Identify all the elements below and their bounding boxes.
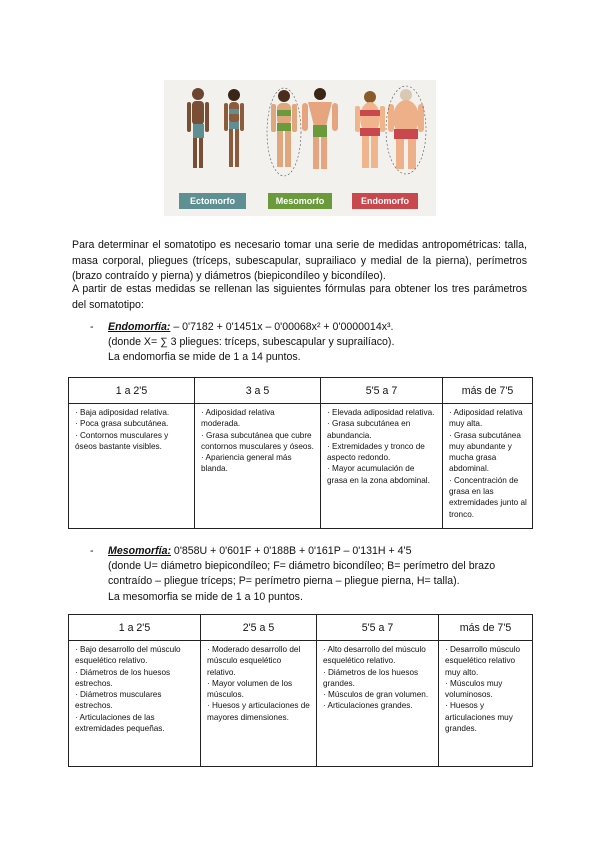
mesomorph-man <box>302 88 338 169</box>
cell-item: · Contornos musculares y óseos bastante visibles. <box>75 430 169 451</box>
mesomorfia-range: La mesomorfia se mide de 1 a 10 puntos. <box>108 590 303 603</box>
table-header: 3 a 5 <box>195 378 321 404</box>
table-cell <box>443 404 533 529</box>
mesomorfia-note: (donde U= diámetro biepicondíleo; F= diámetro bicondíleo; B= perímetro del brazo contraído – pliegue tríceps; P= perímetro pierna – pliegue pierna, H= talla). <box>108 560 496 588</box>
table-row <box>69 404 533 529</box>
table-cell <box>317 641 439 767</box>
table-header-row <box>69 615 533 641</box>
cell-item: · Poca grasa subcutánea. <box>75 419 169 429</box>
table-cell <box>439 641 533 767</box>
table-cell <box>69 404 195 529</box>
endomorph-man <box>388 89 424 169</box>
endomorfia-equation: – 0'7182 + 0'1451x – 0'00068x² + 0'0000014x³. <box>170 321 394 333</box>
ectomorfo-label: Ectomorfo <box>179 193 246 209</box>
ectomorph-man <box>187 88 209 168</box>
mesomorfia-table <box>68 614 533 767</box>
mesomorfia-label: Mesomorfía: <box>108 545 171 557</box>
cell-item: · Moderado desarrollo del músculo esquelético relativo. <box>207 645 301 677</box>
endomorfia-range: La endomorfia se mide de 1 a 14 puntos. <box>108 351 301 364</box>
cell-item: · Elevada adiposidad relativa. <box>327 408 435 417</box>
list-bullet: - <box>90 545 94 557</box>
ectomorph-woman <box>224 89 244 167</box>
table-cell <box>195 404 321 529</box>
cell-item: · Músculos de gran volumen. <box>323 690 429 700</box>
table-cell <box>201 641 317 767</box>
cell-item: · Bajo desarrollo del músculo esquelético relativo. <box>75 645 181 666</box>
table-header-row <box>69 378 533 404</box>
mesomorph-woman <box>271 90 297 167</box>
cell-item: · Adiposidad relativa muy alta. <box>449 408 523 429</box>
cell-item: · Adiposidad relativa moderada. <box>201 408 275 429</box>
cell-item: · Articulaciones de las extremidades pequeñas. <box>75 712 165 734</box>
endomorfia-table <box>68 377 533 529</box>
cell-item: · Diámetros de los huesos grandes. <box>323 667 419 688</box>
table-header: 5'5 a 7 <box>321 378 443 404</box>
table-header: más de 7'5 <box>443 378 533 404</box>
cell-item: · Grasa subcutánea que cubre contornos musculares y óseos. <box>201 430 314 451</box>
cell-item: · Diámetros musculares estrechos. <box>75 690 162 711</box>
cell-item: · Desarrollo músculo esquelético relativo muy alto. <box>445 645 521 677</box>
intro-paragraph-2: A partir de estas medidas se rellenan las siguientes fórmulas para obtener los tres parámetros del somatotipo: <box>72 283 527 311</box>
cell-item: · Músculos muy voluminosos. <box>445 678 503 700</box>
table-header: 5'5 a 7 <box>317 615 439 641</box>
intro-paragraph-1: Para determinar el somatotipo es necesario tomar una serie de medidas antropométricas: talla, masa corporal, pliegues (tríceps, subescapular, suprailiaco y medial de la pierna), perímetros (brazo contraído y pierna) y diámetros (biepicondíleo y bicondíleo). <box>72 239 527 283</box>
cell-item: · Concentración de grasa en las extremidades junto al tronco. <box>449 475 527 519</box>
table-cell <box>69 641 201 767</box>
cell-item: · Mayor acumulación de grasa en la zona abdominal. <box>327 464 430 485</box>
cell-item: · Huesos y articulaciones de mayores dimensiones. <box>207 701 310 722</box>
cell-item: · Grasa subcutánea en abundancia. <box>327 419 411 440</box>
table-header: 1 a 2'5 <box>69 615 201 641</box>
cell-item: · Baja adiposidad relativa. <box>75 408 170 417</box>
cell-item: · Mayor volumen de los músculos. <box>207 678 293 700</box>
table-header: 2'5 a 5 <box>201 615 317 641</box>
cell-item: · Alto desarrollo del músculo esquelético relativo. <box>323 645 426 666</box>
endomorph-woman <box>355 91 385 168</box>
table-header: 1 a 2'5 <box>69 378 195 404</box>
cell-item: · Extremidades y tronco de aspecto redondo. <box>327 441 425 463</box>
mesomorfia-equation: 0'858U + 0'601F + 0'188B + 0'161P – 0'131H + 4'5 <box>170 545 412 557</box>
cell-item: · Diámetros de los huesos estrechos. <box>75 667 171 688</box>
cell-item: · Articulaciones grandes. <box>323 701 413 711</box>
list-bullet: - <box>90 321 94 333</box>
table-header: más de 7'5 <box>439 615 533 641</box>
somatotype-figure <box>164 80 436 216</box>
endomorfo-label: Endomorfo <box>352 193 418 209</box>
endomorfia-formula <box>108 320 538 335</box>
endomorfia-note: (donde X= ∑ 3 pliegues: tríceps, subescapular y suprailíaco). <box>108 336 395 349</box>
cell-item: · Apariencia general más blanda. <box>201 453 292 474</box>
table-row <box>69 641 533 767</box>
table-cell <box>321 404 443 529</box>
cell-item: · Grasa subcutánea muy abundante y mucha grasa abdominal. <box>449 430 521 474</box>
mesomorfo-label: Mesomorfo <box>268 193 332 209</box>
cell-item: · Huesos y articulaciones muy grandes. <box>445 701 513 734</box>
mesomorfia-formula <box>108 544 538 559</box>
endomorfia-label: Endomorfía: <box>108 321 171 333</box>
